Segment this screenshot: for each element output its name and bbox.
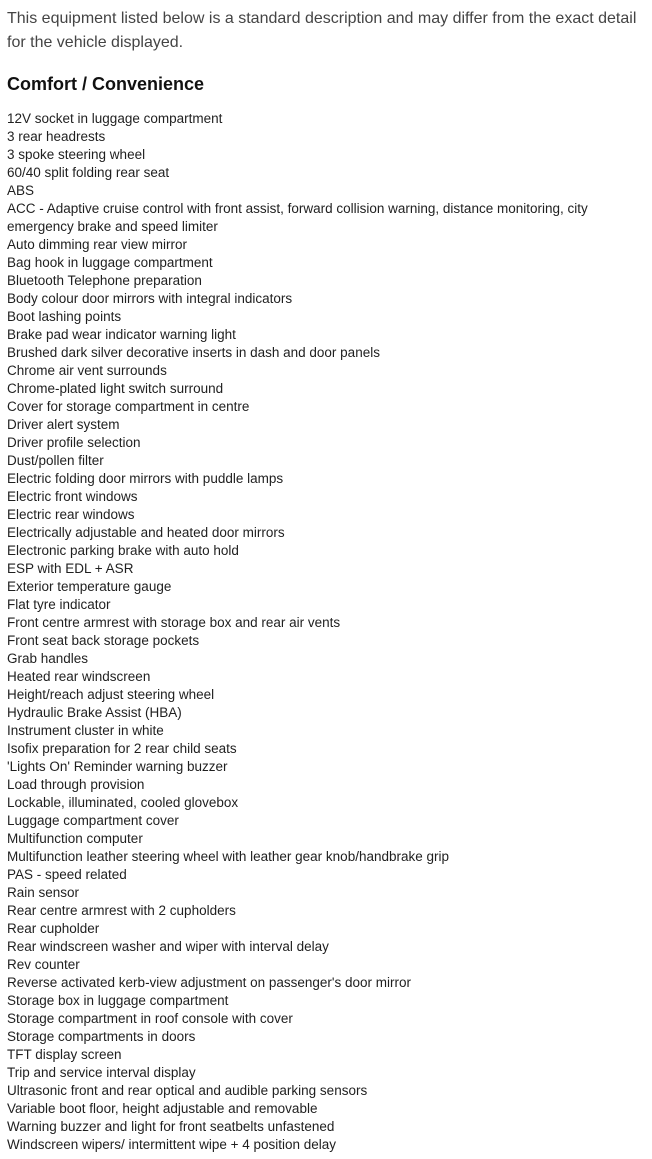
- equipment-item: Chrome air vent surrounds: [7, 363, 167, 378]
- equipment-item: Boot lashing points: [7, 309, 122, 324]
- equipment-item: Warning buzzer and light for front seatbelts unfastened: [7, 1119, 335, 1134]
- equipment-item: Front seat back storage pockets: [7, 633, 200, 648]
- equipment-item: Multifunction leather steering wheel with leather gear knob/handbrake grip: [7, 849, 450, 864]
- equipment-item: Auto dimming rear view mirror: [7, 237, 188, 252]
- equipment-item: Chrome-plated light switch surround: [7, 381, 224, 396]
- equipment-item: Load through provision: [7, 777, 145, 792]
- equipment-item: ACC - Adaptive cruise control with front assist, forward collision warning, distance monitoring, city emergency brake and speed limiter: [7, 201, 588, 234]
- equipment-item: 60/40 split folding rear seat: [7, 165, 170, 180]
- equipment-item: Instrument cluster in white: [7, 723, 164, 738]
- equipment-item: Electrically adjustable and heated door mirrors: [7, 525, 285, 540]
- equipment-item: Rear windscreen washer and wiper with interval delay: [7, 939, 329, 954]
- equipment-item: Grab handles: [7, 651, 89, 666]
- equipment-item: Trip and service interval display: [7, 1065, 196, 1080]
- equipment-item: Bag hook in luggage compartment: [7, 255, 213, 270]
- equipment-item: Rear cupholder: [7, 921, 100, 936]
- equipment-item: Dust/pollen filter: [7, 453, 104, 468]
- equipment-item: Windscreen wipers/ intermittent wipe + 4 position delay: [7, 1137, 337, 1152]
- equipment-item: Ultrasonic front and rear optical and audible parking sensors: [7, 1083, 368, 1098]
- equipment-item: Rain sensor: [7, 885, 80, 900]
- equipment-item: PAS - speed related: [7, 867, 127, 882]
- equipment-item: ESP with EDL + ASR: [7, 561, 134, 576]
- equipment-item: Rear centre armrest with 2 cupholders: [7, 903, 236, 918]
- equipment-item: Body colour door mirrors with integral indicators: [7, 291, 293, 306]
- equipment-item: 3 spoke steering wheel: [7, 147, 146, 162]
- equipment-item: Luggage compartment cover: [7, 813, 179, 828]
- equipment-item: ABS: [7, 183, 35, 198]
- equipment-item: Isofix preparation for 2 rear child seats: [7, 741, 237, 756]
- equipment-item: Hydraulic Brake Assist (HBA): [7, 705, 182, 720]
- equipment-item: Storage box in luggage compartment: [7, 993, 229, 1008]
- equipment-item: Heated rear windscreen: [7, 669, 151, 684]
- equipment-item: Storage compartment in roof console with cover: [7, 1011, 293, 1026]
- equipment-item: TFT display screen: [7, 1047, 122, 1062]
- equipment-item: Storage compartments in doors: [7, 1029, 196, 1044]
- equipment-item: Front centre armrest with storage box and rear air vents: [7, 615, 341, 630]
- equipment-item: Reverse activated kerb-view adjustment on passenger's door mirror: [7, 975, 412, 990]
- equipment-item: Cover for storage compartment in centre: [7, 399, 250, 414]
- equipment-item: Multifunction computer: [7, 831, 143, 846]
- equipment-item: Brushed dark silver decorative inserts in dash and door panels: [7, 345, 380, 360]
- equipment-item: 'Lights On' Reminder warning buzzer: [7, 759, 228, 774]
- equipment-item: Driver profile selection: [7, 435, 141, 450]
- equipment-item: Flat tyre indicator: [7, 597, 111, 612]
- equipment-item: Electric rear windows: [7, 507, 135, 522]
- disclaimer-text: This equipment listed below is a standard description and may differ from the exact detail for the vehicle displayed.: [7, 10, 637, 51]
- equipment-item: Electric folding door mirrors with puddle lamps: [7, 471, 284, 486]
- equipment-item: Brake pad wear indicator warning light: [7, 327, 236, 342]
- equipment-item: Variable boot floor, height adjustable and removable: [7, 1101, 318, 1116]
- equipment-item: Rev counter: [7, 957, 80, 972]
- equipment-item: 12V socket in luggage compartment: [7, 111, 223, 126]
- equipment-item: Driver alert system: [7, 417, 120, 432]
- section-title: Comfort / Convenience: [7, 74, 205, 94]
- equipment-panel: [7, 7, 647, 1154]
- equipment-item: Height/reach adjust steering wheel: [7, 687, 215, 702]
- equipment-item: Exterior temperature gauge: [7, 579, 172, 594]
- equipment-item: Lockable, illuminated, cooled glovebox: [7, 795, 239, 810]
- equipment-item: Electronic parking brake with auto hold: [7, 543, 239, 558]
- equipment-item: Bluetooth Telephone preparation: [7, 273, 202, 288]
- equipment-list: [7, 110, 647, 1154]
- equipment-item: 3 rear headrests: [7, 129, 106, 144]
- equipment-item: Electric front windows: [7, 489, 138, 504]
